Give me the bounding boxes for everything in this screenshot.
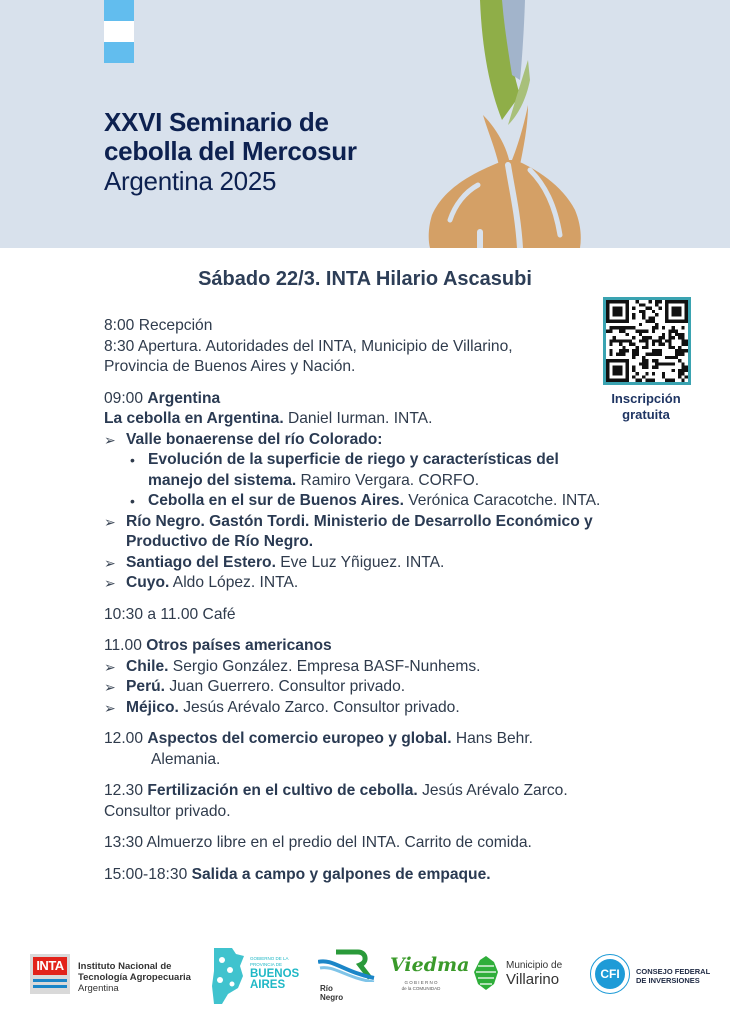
- talk-title: Evolución de la superficie de riego y características del: [148, 451, 559, 468]
- region-title: Santiago del Estero.: [126, 553, 276, 571]
- time: 09:00: [104, 389, 144, 407]
- arrow-bullet-icon: ➢: [104, 658, 116, 675]
- viedma-sub-line-1: G O B I E R N O: [404, 980, 438, 985]
- talk-title: Río Negro. Gastón Tordi. Ministerio de Desarrollo Económico y: [126, 512, 593, 530]
- inta-name-line-1: Instituto Nacional de: [78, 961, 172, 972]
- country: Chile.: [126, 657, 169, 675]
- speaker: Sergio González. Empresa BASF-Nunhems.: [168, 657, 481, 675]
- date-heading: Sábado 22/3. INTA Hilario Ascasubi: [198, 268, 532, 290]
- rio-negro-line-1: Río: [320, 984, 333, 993]
- event-title: [104, 108, 357, 196]
- cfi-line-1: CONSEJO FEDERAL: [636, 967, 711, 976]
- inta-name-line-2: Tecnología Agropecuaria: [78, 972, 191, 983]
- logo-buenos-aires: [210, 946, 305, 1006]
- speaker: Verónica Caracotche. INTA.: [403, 492, 601, 509]
- arrow-bullet-icon: ➢: [104, 575, 116, 591]
- sub-list-item: [104, 491, 644, 512]
- talk-title-cont: manejo del sistema.: [148, 471, 297, 489]
- argentina-flag-icon: [104, 0, 134, 63]
- country: Méjico.: [126, 698, 179, 716]
- arrow-bullet-icon: ➢: [104, 679, 116, 695]
- time: 12.30: [104, 782, 144, 799]
- arrow-bullet-icon: ➢: [104, 699, 116, 716]
- inta-mark-text: INTA: [33, 957, 67, 975]
- buenos-aires-map-icon: [210, 946, 246, 1006]
- speaker: Daniel Iurman. INTA.: [283, 410, 433, 427]
- sponsor-logos: [0, 940, 730, 1020]
- region-title: Valle bonaerense del río Colorado:: [126, 430, 383, 448]
- activity: Recepción: [138, 317, 213, 334]
- speaker-affiliation: Consultor privado.: [104, 802, 231, 820]
- time: 8:00: [104, 317, 135, 334]
- logo-inta: [30, 954, 200, 998]
- activity: Salida a campo y galpones de empaque.: [191, 865, 491, 883]
- schedule-item-almuerzo: 13:30 Almuerzo libre en el predio del INTA. Carrito de comida.: [104, 834, 532, 851]
- onion-illustration-icon: [420, 0, 590, 248]
- schedule-item-apertura: [104, 337, 644, 358]
- speaker: Jesús Arévalo Zarco. Consultor privado.: [178, 698, 460, 716]
- time: 12.00: [104, 730, 144, 747]
- talk-title: Aspectos del comercio europeo y global.: [147, 730, 452, 747]
- speaker-country: Alemania.: [151, 750, 221, 768]
- activity: Apertura. Autoridades del INTA, Municipio de Villarino,: [137, 337, 513, 355]
- logo-villarino: [472, 954, 577, 994]
- villarino-line-2: Villarino: [506, 971, 560, 988]
- list-item-chile: [104, 657, 644, 678]
- viedma-sub-line-2: de la COMUNIDAD: [401, 986, 441, 991]
- session-heading-argentina: [104, 389, 644, 410]
- speaker: Hans Behr.: [451, 730, 534, 747]
- schedule-item-cafe: 10:30 a 11.00 Café: [104, 605, 236, 623]
- cfi-mark: CFI: [595, 959, 625, 989]
- title-line-3: Argentina 2025: [104, 166, 277, 196]
- speaker: Juan Guerrero. Consultor privado.: [165, 678, 406, 695]
- time: 8:30: [104, 337, 135, 355]
- program-schedule: [104, 316, 644, 896]
- schedule-item-salida: [104, 865, 644, 886]
- viedma-name: Viedma: [390, 954, 470, 976]
- ba-small-line-1: GOBIERNO DE LA: [250, 956, 289, 961]
- rio-negro-line-2: Negro: [320, 993, 344, 1002]
- list-item-rio-negro: [104, 512, 644, 553]
- inta-mark-icon: [30, 954, 70, 994]
- arrow-bullet-icon: ➢: [104, 513, 116, 530]
- talk-title: Fertilización en el cultivo de cebolla.: [147, 782, 418, 799]
- header-banner: [0, 0, 730, 248]
- list-item-santiago: [104, 553, 644, 574]
- speaker: Jesús Arévalo Zarco.: [417, 782, 568, 799]
- title-line-1: XXVI Seminario de: [104, 107, 329, 137]
- talk-title-cont: Productivo de Río Negro.: [126, 533, 314, 550]
- session-title: Otros países americanos: [146, 637, 332, 654]
- villarino-line-1: Municipio de: [506, 960, 563, 971]
- registration-label-line-1: Inscripción: [611, 391, 681, 406]
- speaker: Eve Luz Yñiguez. INTA.: [275, 553, 445, 571]
- schedule-item-comercio: [104, 729, 644, 770]
- bullet-icon: •: [130, 493, 135, 509]
- bullet-icon: •: [130, 452, 135, 468]
- ba-small-line-2: PROVINCIA DE: [250, 962, 283, 967]
- title-line-2: cebolla del Mercosur: [104, 136, 357, 166]
- inta-name-line-3: Argentina: [78, 983, 119, 994]
- talk-title: La cebolla en Argentina.: [104, 410, 284, 427]
- list-item-cuyo: [104, 573, 644, 594]
- speaker: Ramiro Vergara. CORFO.: [296, 471, 480, 489]
- list-item-peru: [104, 677, 644, 698]
- session-title: Argentina: [147, 389, 221, 407]
- schedule-item-apertura-cont: Provincia de Buenos Aires y Nación.: [104, 358, 356, 375]
- schedule-otros-paises: [104, 636, 644, 718]
- schedule-item-fertilizacion: [104, 781, 644, 822]
- sub-list-item: [104, 450, 644, 491]
- schedule-item-recepcion: [104, 316, 644, 337]
- time: 15:00-18:30: [104, 865, 188, 883]
- region-title: Cuyo.: [126, 574, 170, 591]
- talk-title: Cebolla en el sur de Buenos Aires.: [148, 492, 404, 509]
- country: Perú.: [126, 678, 165, 695]
- session-heading-otros: [104, 636, 644, 657]
- talk-intro: [104, 409, 644, 430]
- arrow-bullet-icon: ➢: [104, 554, 116, 571]
- ba-big-line-2: AIRES: [250, 979, 286, 991]
- arrow-bullet-icon: ➢: [104, 431, 116, 448]
- registration-label-line-2: gratuita: [622, 407, 670, 422]
- logo-viedma: [390, 954, 470, 1000]
- villarino-map-icon: [472, 954, 500, 992]
- list-item-mejico: [104, 698, 644, 719]
- cfi-line-2: DE INVERSIONES: [636, 976, 700, 985]
- schedule-opening: [104, 316, 644, 378]
- rio-negro-r-icon: [318, 948, 376, 982]
- speaker: Aldo López. INTA.: [169, 574, 299, 591]
- logo-cfi: [590, 954, 710, 998]
- time: 11.00: [104, 637, 142, 654]
- list-item-valle: [104, 430, 644, 451]
- logo-rio-negro: [318, 948, 378, 1006]
- ba-big-line-1: BUENOS: [250, 968, 300, 980]
- schedule-argentina: [104, 389, 644, 594]
